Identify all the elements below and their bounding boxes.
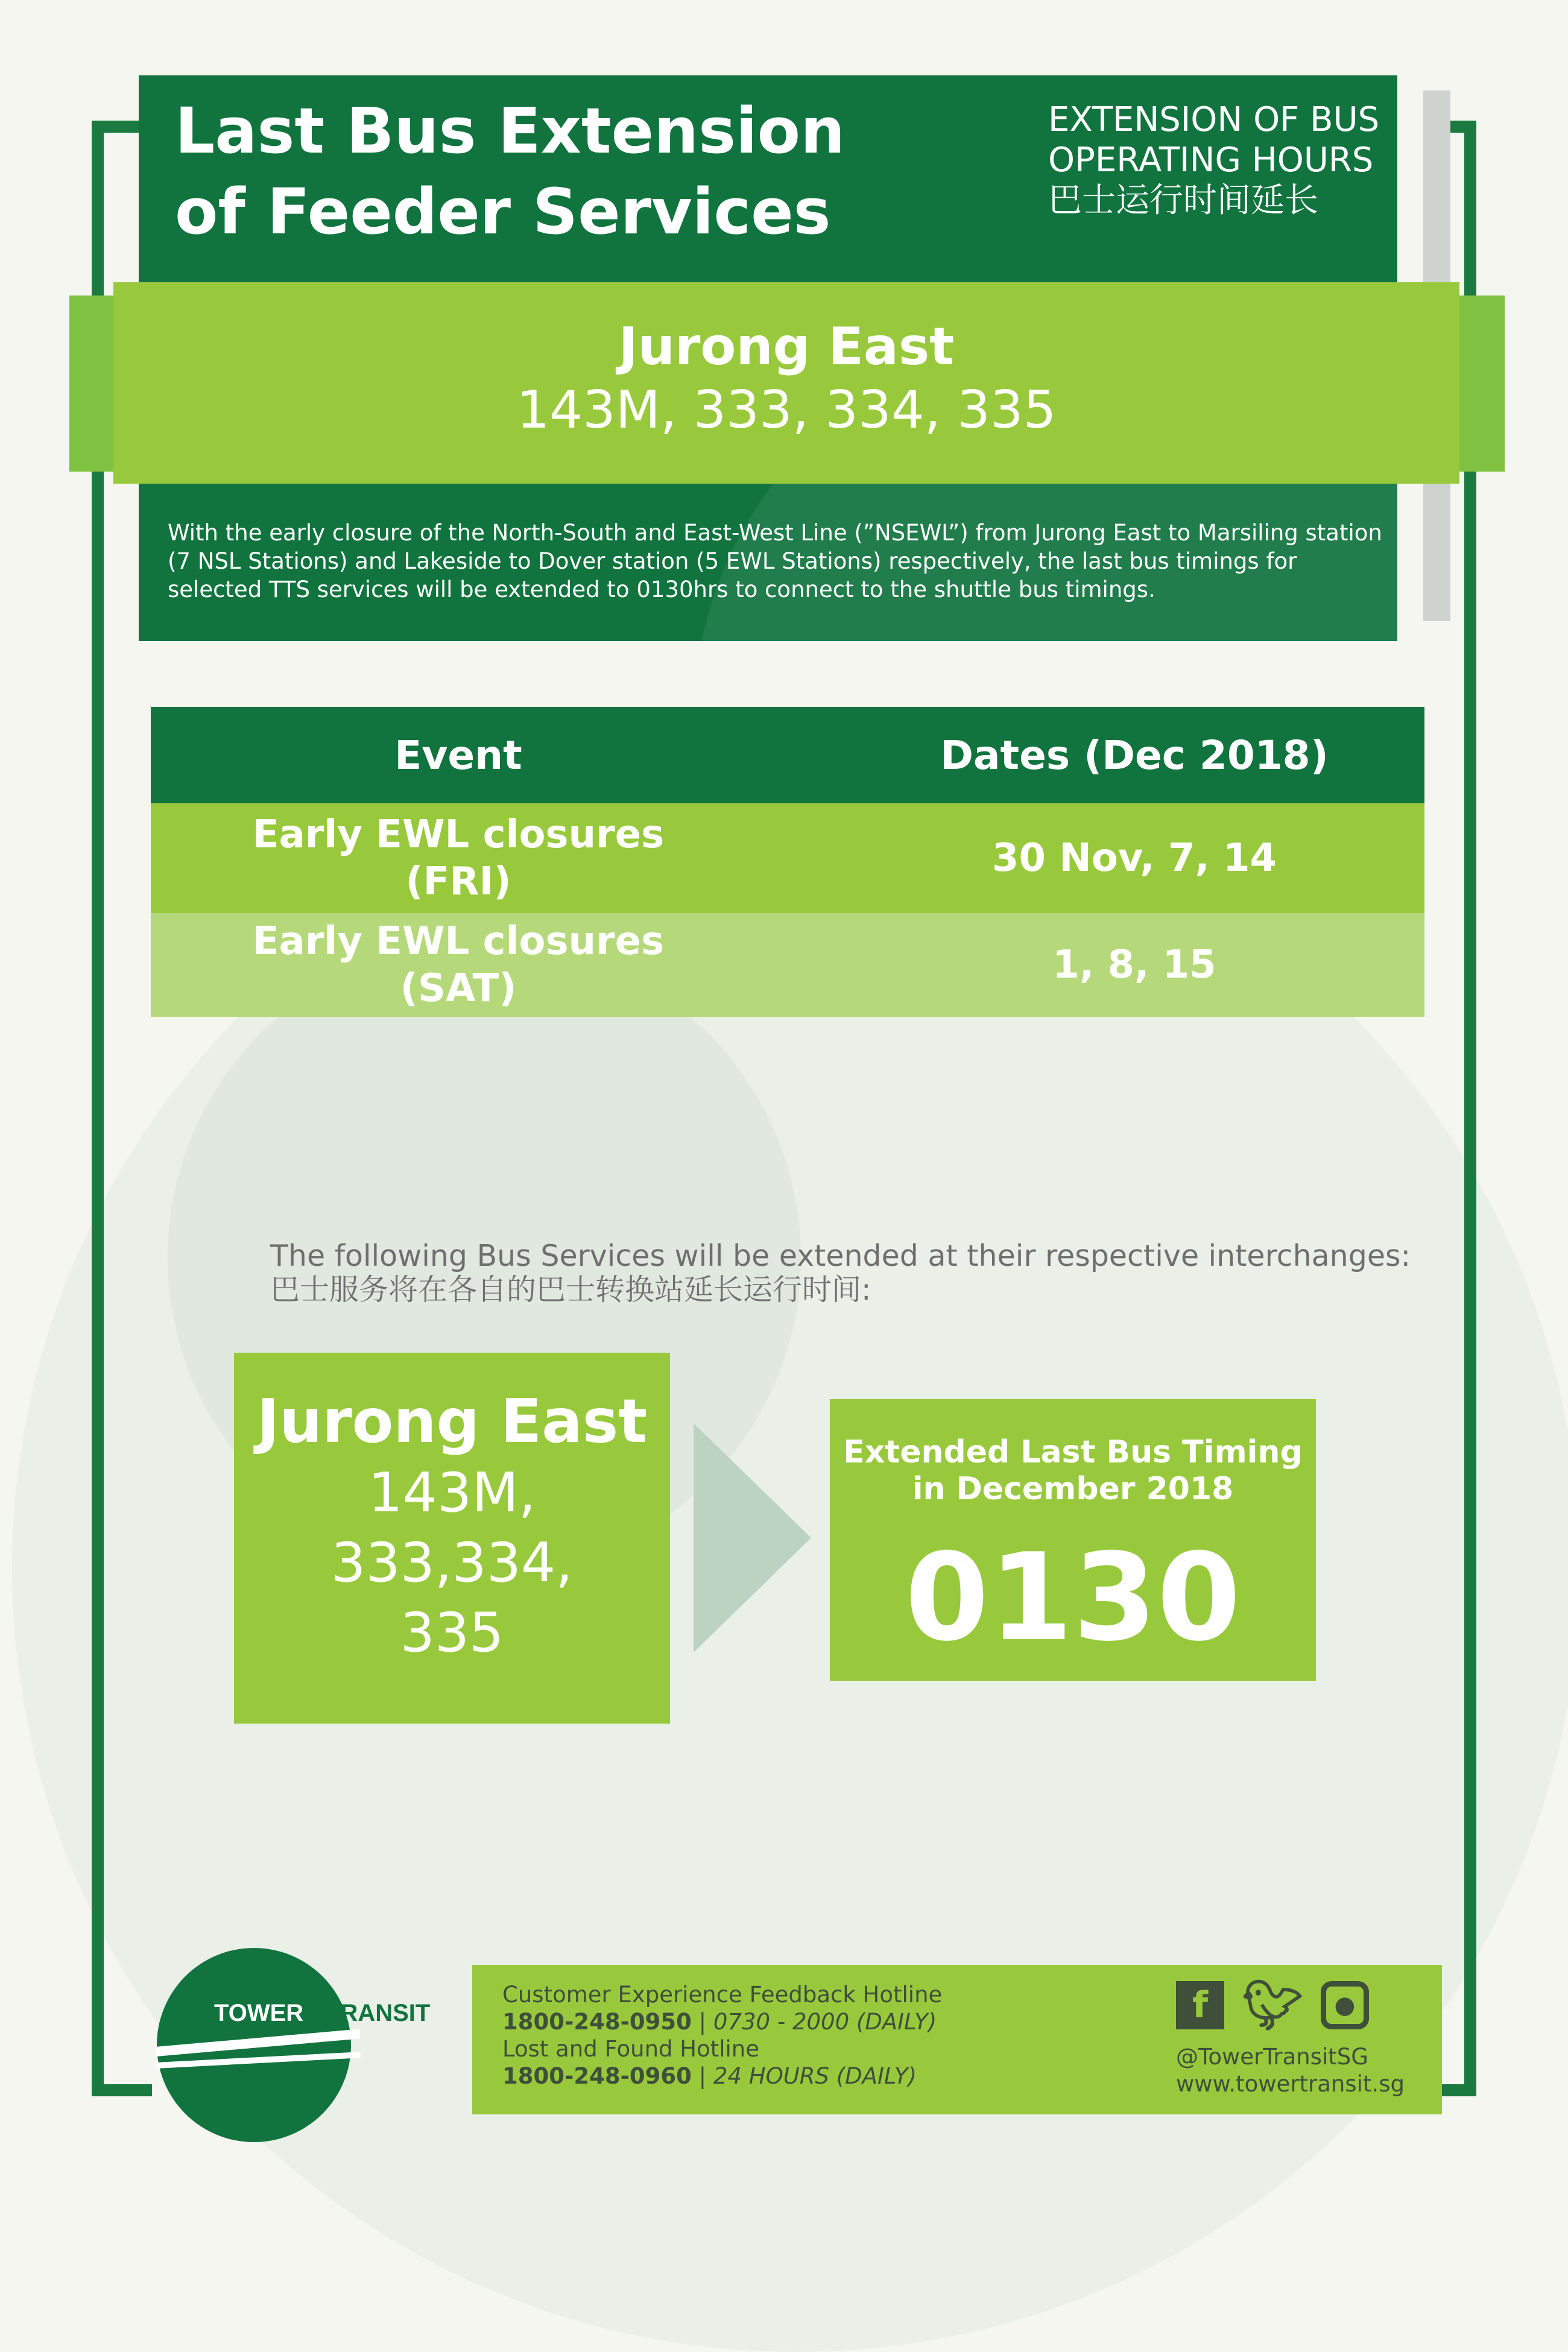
- service-line: 335: [400, 1601, 504, 1664]
- social-icons: [1176, 1977, 1369, 2033]
- feedback-label: Customer Experience Feedback Hotline: [502, 1982, 943, 2008]
- timing-value: 0130: [905, 1528, 1241, 1668]
- intro-paragraph: With the early closure of the North-South and East-West Line (”NSEWL”) from Jurong East to Marsiling station (7 NSL Stations) and Lakeside to Dover station (5 EWL Stations) respectively, the last bus timings for selected TTS services will be extended to 0130hrs to connect to the shuttle bus timings.: [168, 520, 1382, 602]
- arrow-right-icon: [694, 1423, 811, 1652]
- lost-found-hours: 24 HOURS (DAILY): [713, 2063, 917, 2089]
- facebook-icon[interactable]: f: [1176, 1981, 1224, 2029]
- interchange-services: [234, 1458, 670, 1668]
- table-row: [151, 803, 1424, 913]
- subtitle-chinese: 巴士运行时间延长: [1048, 181, 1318, 220]
- table-header-event: Event: [394, 732, 522, 779]
- banner-services: 143M, 333, 334, 335: [516, 380, 1057, 440]
- separator: |: [698, 2009, 707, 2035]
- table-cell-event: [151, 913, 766, 1017]
- services-notice: [270, 1239, 1416, 1307]
- service-line: 333,334,: [331, 1531, 573, 1595]
- frame-border: [92, 121, 140, 133]
- event-day: (FRI): [405, 859, 511, 904]
- subtitle-line: OPERATING HOURS: [1048, 141, 1374, 180]
- title-line: of Feeder Services: [175, 175, 831, 248]
- page-title: [175, 90, 959, 252]
- table-cell-dates: 1, 8, 15: [1052, 943, 1216, 987]
- interchange-name: Jurong East: [256, 1386, 648, 1456]
- table-cell-dates: 30 Nov, 7, 14: [991, 836, 1277, 880]
- social-handle[interactable]: @TowerTransitSG: [1176, 2044, 1368, 2070]
- banner-location: Jurong East: [618, 317, 955, 377]
- frame-border: [92, 2084, 152, 2096]
- schedule-table: [151, 707, 1424, 1017]
- lost-found-label: Lost and Found Hotline: [502, 2036, 760, 2062]
- table-row: [151, 913, 1424, 1017]
- subtitle-line: EXTENSION OF BUS: [1048, 100, 1380, 139]
- timing-label-line: in December 2018: [912, 1471, 1234, 1507]
- feedback-hours: 0730 - 2000 (DAILY): [713, 2009, 937, 2035]
- page-subtitle: [1048, 100, 1422, 221]
- logo-text-transit: TRANSIT: [326, 2000, 431, 2026]
- event-line: Early EWL closures: [252, 919, 665, 964]
- service-line: 143M,: [368, 1461, 536, 1525]
- separator: |: [698, 2063, 707, 2089]
- footer-hotlines: [502, 1981, 1105, 2090]
- table-header: [151, 707, 1424, 803]
- event-day: (SAT): [400, 966, 517, 1011]
- lost-found-number[interactable]: 1800-248-0960: [502, 2063, 692, 2089]
- feedback-line: [502, 2008, 1105, 2035]
- notice-english: The following Bus Services will be extended at their respective interchanges:: [270, 1239, 1411, 1273]
- feedback-number[interactable]: 1800-248-0950: [502, 2009, 692, 2035]
- instagram-icon[interactable]: ●: [1321, 1981, 1369, 2029]
- notice-chinese: 巴士服务将在各自的巴士转换站延长运行时间:: [270, 1272, 871, 1307]
- lost-found-line: [502, 2063, 1105, 2090]
- twitter-icon[interactable]: 🐦︎: [1242, 1977, 1303, 2033]
- title-line: Last Bus Extension: [175, 94, 846, 168]
- banner-edge: [69, 296, 118, 472]
- table-cell-event: [151, 803, 766, 913]
- timing-label: [830, 1434, 1316, 1508]
- table-header-dates: Dates (Dec 2018): [940, 732, 1329, 779]
- event-line: Early EWL closures: [252, 812, 665, 857]
- timing-label-line: Extended Last Bus Timing: [843, 1434, 1303, 1470]
- website-link[interactable]: www.towertransit.sg: [1176, 2071, 1405, 2097]
- logo-text-tower: TOWER: [214, 2000, 304, 2026]
